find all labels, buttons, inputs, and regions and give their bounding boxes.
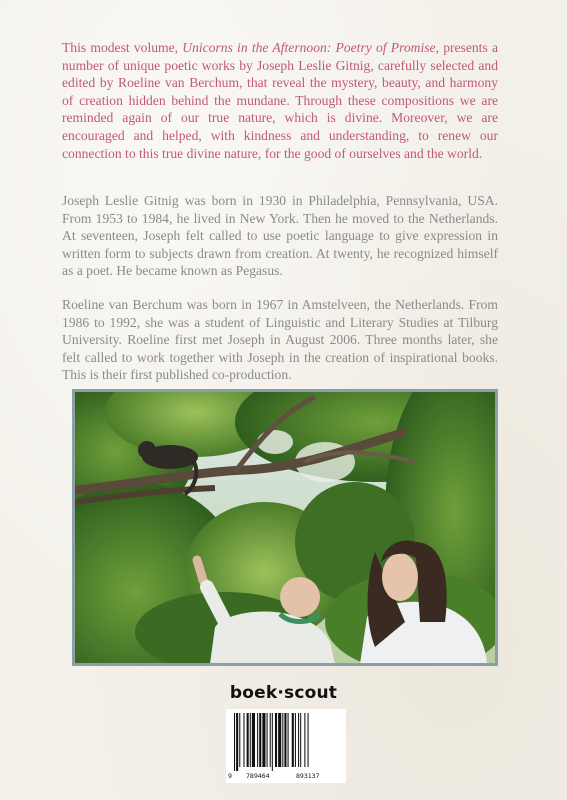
isbn-number [226, 772, 346, 782]
barcode-bar [259, 713, 261, 767]
barcode-bar [247, 713, 249, 767]
barcode-bar [270, 713, 271, 767]
barcode-bar [288, 713, 289, 767]
barcode-bar [262, 713, 265, 767]
barcode-bar [292, 713, 294, 767]
barcode-bar [284, 713, 286, 767]
barcode-bar [282, 713, 283, 767]
publisher-name-part2: scout [284, 683, 338, 703]
intro-text-start: This modest volume, [62, 40, 183, 55]
publisher-name-part1: boek [229, 683, 278, 703]
barcode-bar [257, 713, 258, 767]
editor-bio-paragraph: Roeline van Berchum was born in 1967 in Amstelveen, the Netherlands. From 1986 to 1992, she was a student of Linguistic and Literary Studies at Tilburg University. Roeline first met Joseph in August 2006. Three months later, she felt called to work together with Joseph in the creation of inspirational books. This is their first published co-production. [62, 297, 498, 383]
intro-text-rest: , presents a number of unique poetic works by Joseph Leslie Gitnig, carefully selected and edited by Roeline van Berchum, that reveal the mystery, beauty, and harmony of creation hidden behind the mundane. Through these compositions we are reminded again of our true nature, which is divine. Moreover, we are encouraged and helped, with kindness and understanding, to renew our connection to this true divine nature, for the good of ourselves and the world. [62, 40, 498, 161]
publisher-dot: · [277, 683, 285, 703]
barcode-bar [236, 713, 238, 771]
book-title: Unicorns in the Afternoon: Poetry of Promise [182, 40, 436, 55]
isbn-first-digit: 9 [228, 772, 232, 780]
author-bio-paragraph: Joseph Leslie Gitnig was born in 1930 in Philadelphia, Pennsylvania, USA. From 1953 to 1984, he lived in New York. Then he moved to the Netherlands. At seventeen, Joseph felt called to use poetic language to give expression in written form to subjects drawn from creation. At twenty, he recognized himself as a poet. He became known as Pegasus. [62, 193, 498, 279]
intro-paragraph [62, 39, 498, 162]
isbn-group-1: 789464 [246, 772, 270, 780]
barcode-bar [308, 713, 309, 767]
barcode-bar [278, 713, 281, 767]
barcode-bar [298, 713, 299, 767]
barcode-bar [275, 713, 277, 767]
barcode-bar [239, 713, 240, 767]
isbn-group-2: 893137 [296, 772, 320, 780]
barcode-bar [267, 713, 268, 767]
barcode-bars [226, 709, 346, 773]
publisher-logo [0, 683, 567, 703]
isbn-barcode [226, 709, 346, 783]
barcode-bar [304, 713, 305, 767]
barcode-bar [243, 713, 244, 767]
barcode-bar [250, 713, 251, 767]
barcode-bar [300, 713, 301, 767]
author-photo [75, 392, 495, 663]
barcode-bar [272, 713, 273, 771]
barcode-bar [252, 713, 255, 767]
author-photo-frame [72, 389, 498, 666]
barcode-bar [295, 713, 296, 767]
barcode-bar [234, 713, 235, 771]
